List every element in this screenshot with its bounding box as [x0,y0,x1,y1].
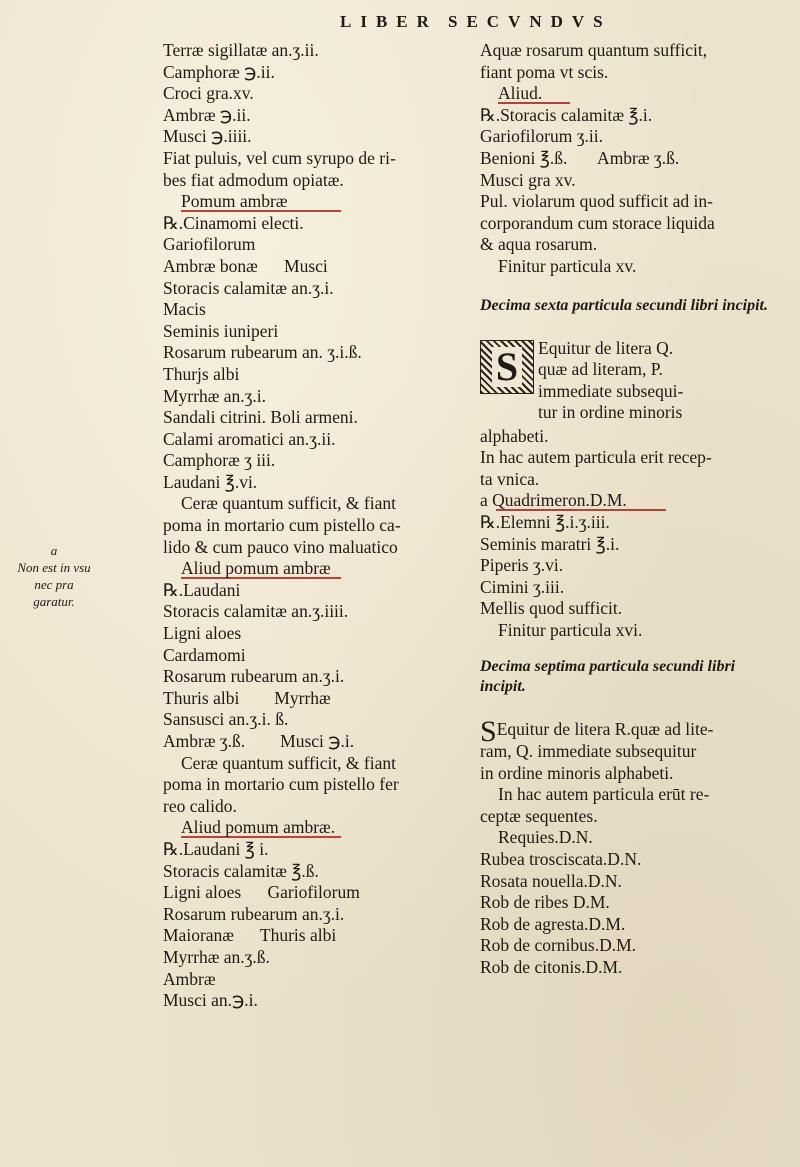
text-line: Laudani ℥.vi. [163,471,258,492]
text-line: ℞.Laudani ℥ i. [163,838,269,859]
text-line: Rubea trosciscata.D.N. [480,849,642,870]
text-line: Thurjs albi [163,363,240,384]
recipe-heading: Pomum ambræ [181,191,288,212]
text-line: poma in mortario cum pistello ca- [163,515,401,536]
text-line: Myrrhæ an.ʒ.ß. [163,946,270,967]
text-line: alphabeti. [480,425,549,446]
text-line: Requies.D.N. [498,827,593,848]
initial-letter: S [480,715,497,749]
text-line: lido & cum pauco vino maluatico [163,536,398,557]
text-line: Equitur de litera Q. [538,337,674,358]
text-line: Gariofilorum ʒ.ii. [480,126,603,147]
text-line: Mellis quod sufficit. [480,598,623,619]
margin-note [14,542,94,610]
text-line: Rob de agresta.D.M. [480,913,626,934]
text-line: ℞.Laudani [163,579,241,600]
right-column [480,40,780,979]
text-line: Ligni aloes Gariofilorum [163,882,360,903]
text-line: Storacis calamitæ an.ʒ.i. [163,277,334,298]
text-line: Myrrhæ an.ʒ.i. [163,385,267,406]
text-line: Terræ sigillatæ an.ʒ.ii. [163,40,319,60]
recipe-heading: Aliud pomum ambræ [181,558,331,579]
text-line: poma in mortario cum pistello fer [163,774,399,795]
text-line: Aquæ rosarum quantum sufficit, [480,40,708,60]
text-line: ta vnica. [480,468,540,489]
text-line: Ligni aloes [163,623,242,644]
text-line: Calami aromatici an.ʒ.ii. [163,428,336,449]
margin-note-text: Non est in vsu nec pra garatur. [17,560,91,609]
recipe-heading: Aliud pomum ambræ. [181,817,336,838]
text-line: reo calido. [163,795,237,816]
text-line: & aqua rosarum. [480,234,598,255]
text-line: Seminis maratri ℥.i. [480,533,620,554]
text-line: tur in ordine minoris [538,402,683,423]
initial-first-line: SEquitur de litera R.quæ ad lite- [480,715,714,749]
text-line: Macis [163,299,206,320]
text-line: immediate subsequi- [538,380,684,401]
text-line: ceptæ sequentes. [480,805,598,826]
text-line: Rob de ribes D.M. [480,892,610,913]
recipe-heading: Aliud. [498,83,543,104]
text-line: Ambræ ℈.ii. [163,104,251,125]
text-line: Sansusci an.ʒ.i. ß. [163,709,289,730]
text-line: ℞.Cinamomi electi. [163,212,304,233]
margin-note-mark: a [50,543,58,558]
text-line: Camphoræ ℈.ii. [163,61,275,82]
section-heading-17: Decima septima particula secundi libri incipit. [480,658,736,696]
text-line: Ambræ [163,968,216,989]
text-line: Finitur particula xvi. [498,619,643,640]
text-line: Thuris albi Myrrhæ [163,687,331,708]
text-line: Croci gra.xv. [163,83,254,104]
text-line: Gariofilorum [163,234,256,255]
initial-text [538,338,683,424]
text-line: ram, Q. immediate subsequitur [480,741,697,762]
text-line: Cimini ʒ.iii. [480,576,565,597]
text-line: Rob de citonis.D.M. [480,957,623,977]
text-line: Rob de cornibus.D.M. [480,935,637,956]
left-column [163,40,463,1012]
text-line: bes fiat admodum opiatæ. [163,169,344,190]
text-line: Storacis calamitæ an.ʒ.iiii. [163,601,349,622]
running-head-right: SECVNDVS [448,12,612,31]
text-line: Musci gra xv. [480,169,576,190]
text-line: Finitur particula xv. [498,255,637,276]
text-line: Ambræ bonæ Musci [163,255,328,276]
text-line: Ceræ quantum sufficit, & fiant [181,493,396,514]
text-line: In hac autem particula erit recep- [480,447,712,468]
text-line: Piperis ʒ.vi. [480,555,564,576]
text-line: Benioni ℥.ß. Ambræ ʒ.ß. [480,147,680,168]
text-line: ℞.Elemni ℥.i.ʒ.iii. [480,511,610,532]
text-line: fiant poma vt scis. [480,61,609,82]
text-line: Rosarum rubearum an.ʒ.i. [163,666,345,687]
text-line: Pul. violarum quod sufficit ad in- [480,191,713,212]
text-line: Ambræ ʒ.ß. Musci ℈.i. [163,731,355,751]
running-head-left: LIBER [340,12,438,31]
text-line: Seminis iuniperi [163,320,279,341]
text-line: quæ ad literam, P. [538,359,663,380]
text-line: Cardamomi [163,644,246,665]
text-line: Maioranæ Thuris albi [163,925,337,946]
text-line: In hac autem particula erūt re- [498,784,710,805]
text-line: corporandum cum storace liquida [480,212,715,233]
section-heading-16: Decima sexta particula secundi libri incipit. [480,296,768,314]
text-line: Camphoræ ʒ iii. [163,450,276,471]
text-line: in ordine minoris alphabeti. [480,762,674,783]
text-line: Rosarum rubearum an.ʒ.i. [163,903,345,924]
decorated-initial-block [480,338,780,446]
text-line: Ceræ quantum sufficit, & fiant [181,752,396,773]
recipe-heading: a Quadrimeron.D.M. [480,490,627,511]
text-line: Sandali citrini. Boli armeni. [163,407,358,428]
text-line: ℞.Storacis calamitæ ℥.i. [480,104,653,125]
text-line: Musci an.℈.i. [163,990,258,1011]
text-line: Storacis calamitæ ℥.ß. [163,860,319,881]
text-line: Musci ℈.iiii. [163,126,252,147]
decorated-initial-s: S [480,340,534,394]
text-line: Rosata nouella.D.N. [480,870,622,891]
text-line: Rosarum rubearum an. ʒ.i.ß. [163,342,362,363]
text-line: Fiat puluis, vel cum syrupo de ri- [163,147,396,168]
